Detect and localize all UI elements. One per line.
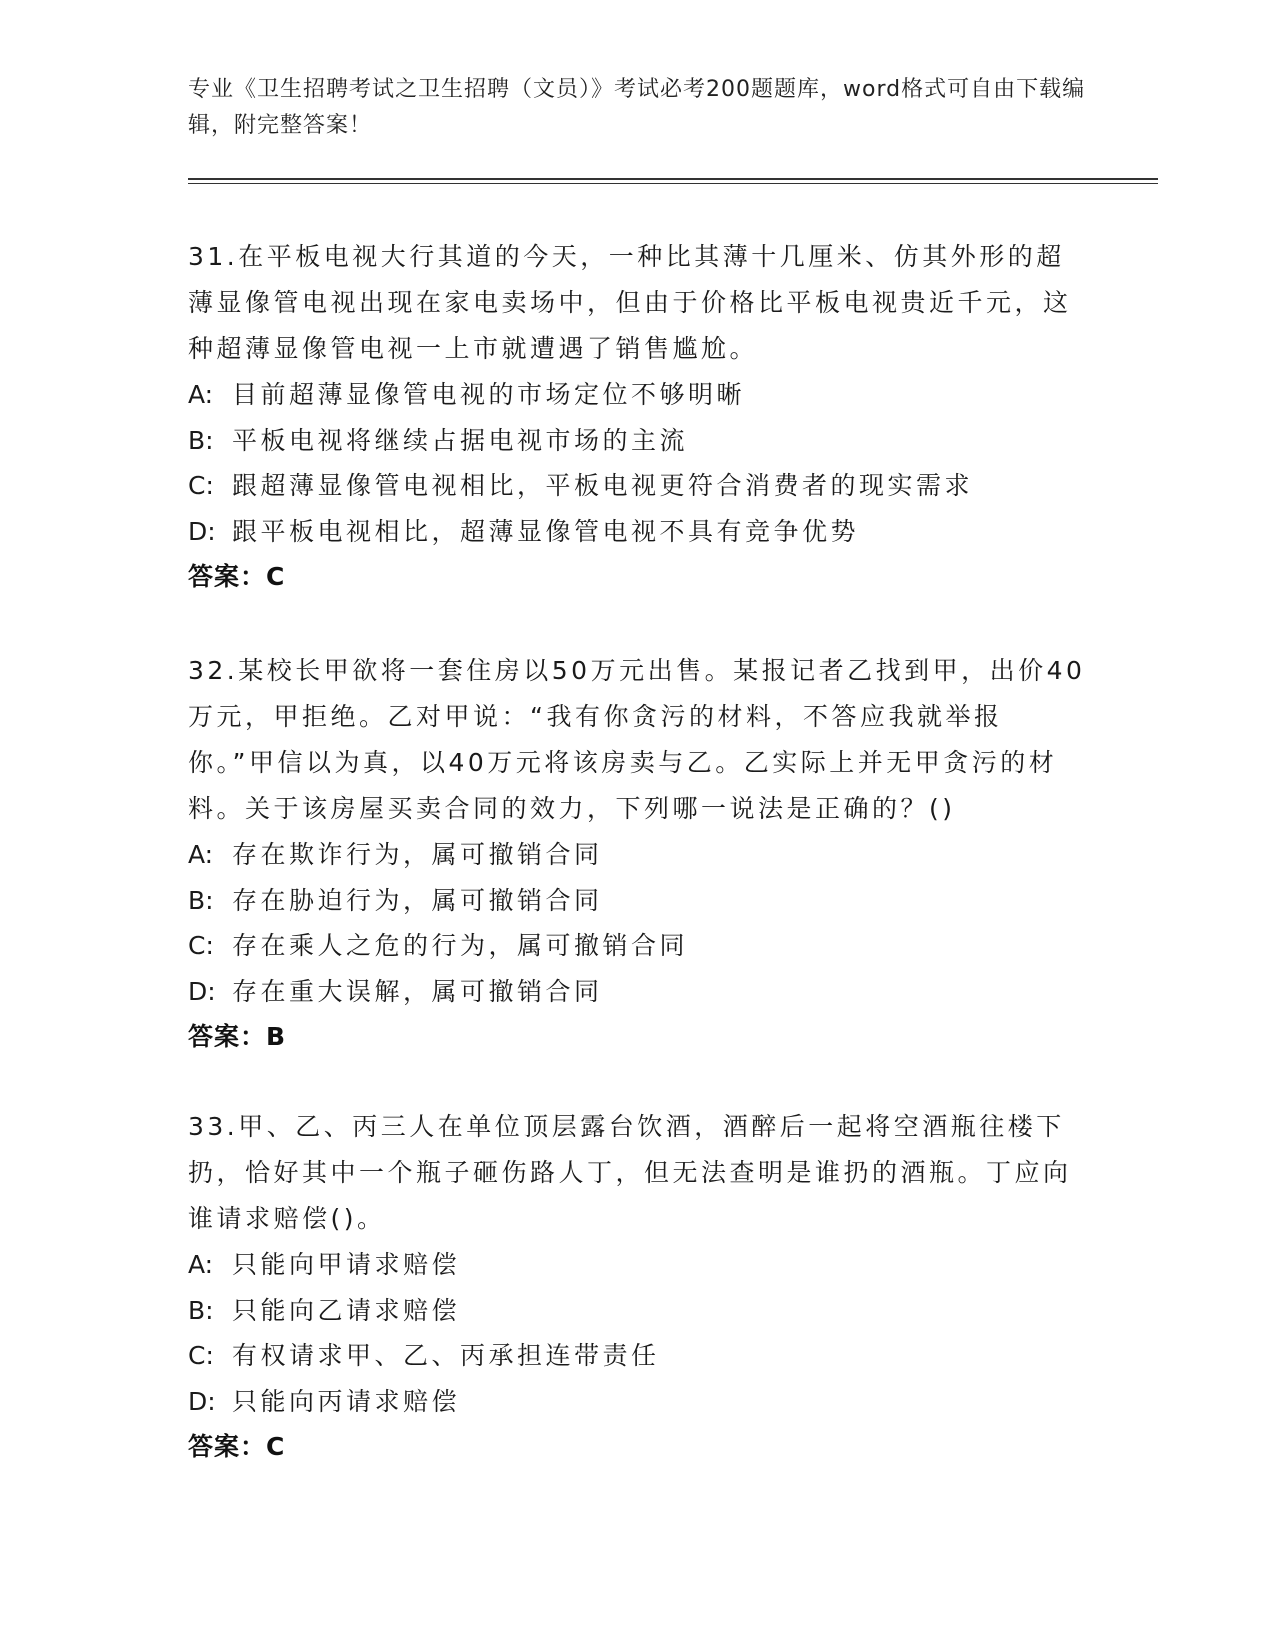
option-key: C: <box>188 1341 214 1370</box>
question-stem: 32.某校长甲欲将一套住房以50万元出售。某报记者乙找到甲，出价40万元，甲拒绝。乙对甲说：“我有你贪污的材料，不答应我就举报你。”甲信以为真，以40万元将该房卖与乙。乙实际上并无甲贪污的材料。关于该房屋买卖合同的效力，下列哪一说法是正确的？() <box>188 656 1086 823</box>
option-c <box>188 463 1088 509</box>
option-a <box>188 1242 1088 1288</box>
question-31 <box>188 234 1088 600</box>
question-stem: 33.甲、乙、丙三人在单位顶层露台饮酒，酒醉后一起将空酒瓶往楼下扔，恰好其中一个瓶子砸伤路人丁，但无法查明是谁扔的酒瓶。丁应向谁请求赔偿()。 <box>188 1112 1072 1233</box>
option-d <box>188 1379 1088 1425</box>
question-stem: 31.在平板电视大行其道的今天，一种比其薄十几厘米、仿其外形的超薄显像管电视出现在家电卖场中，但由于价格比平板电视贵近千元，这种超薄显像管电视一上市就遭遇了销售尴尬。 <box>188 242 1072 363</box>
option-text: 存在欺诈行为，属可撤销合同 <box>232 840 603 869</box>
option-c <box>188 923 1088 969</box>
option-text: 只能向丙请求赔偿 <box>232 1386 461 1416</box>
question-33 <box>188 1104 1088 1470</box>
option-text: 目前超薄显像管电视的市场定位不够明晰 <box>232 380 746 409</box>
option-key: D: <box>188 516 216 546</box>
option-key: A: <box>188 1250 214 1279</box>
answer-label: 答案：B <box>188 1022 287 1051</box>
option-d <box>188 969 1088 1015</box>
option-b <box>188 878 1088 924</box>
option-key: B: <box>188 1295 214 1325</box>
option-text: 只能向甲请求赔偿 <box>232 1250 461 1279</box>
option-key: D: <box>188 1386 216 1416</box>
option-text: 有权请求甲、乙、丙承担连带责任 <box>232 1341 660 1370</box>
option-key: B: <box>188 885 214 915</box>
option-b <box>188 1288 1088 1334</box>
option-text: 存在重大误解，属可撤销合同 <box>232 976 603 1006</box>
answer-label: 答案：C <box>188 1432 286 1461</box>
option-key: A: <box>188 840 214 869</box>
option-text: 跟超薄显像管电视相比，平板电视更符合消费者的现实需求 <box>232 471 974 500</box>
header-divider-thin <box>188 183 1158 184</box>
header-divider <box>188 178 1158 180</box>
option-key: D: <box>188 976 216 1006</box>
option-text: 存在乘人之危的行为，属可撤销合同 <box>232 931 689 960</box>
option-key: B: <box>188 425 214 455</box>
option-b <box>188 418 1088 464</box>
option-key: C: <box>188 471 214 500</box>
option-d <box>188 509 1088 555</box>
option-text: 跟平板电视相比，超薄显像管电视不具有竞争优势 <box>232 516 860 546</box>
option-text: 平板电视将继续占据电视市场的主流 <box>232 425 689 455</box>
option-key: A: <box>188 380 214 409</box>
option-text: 存在胁迫行为，属可撤销合同 <box>232 885 603 915</box>
option-text: 只能向乙请求赔偿 <box>232 1295 461 1325</box>
document-header: 专业《卫生招聘考试之卫生招聘（文员）》考试必考200题题库，word格式可自由下载编辑，附完整答案！ <box>188 77 1086 138</box>
answer-label: 答案：C <box>188 562 286 591</box>
question-32 <box>188 648 1088 1060</box>
option-c <box>188 1333 1088 1379</box>
option-a <box>188 372 1088 418</box>
option-a <box>188 832 1088 878</box>
option-key: C: <box>188 931 214 960</box>
